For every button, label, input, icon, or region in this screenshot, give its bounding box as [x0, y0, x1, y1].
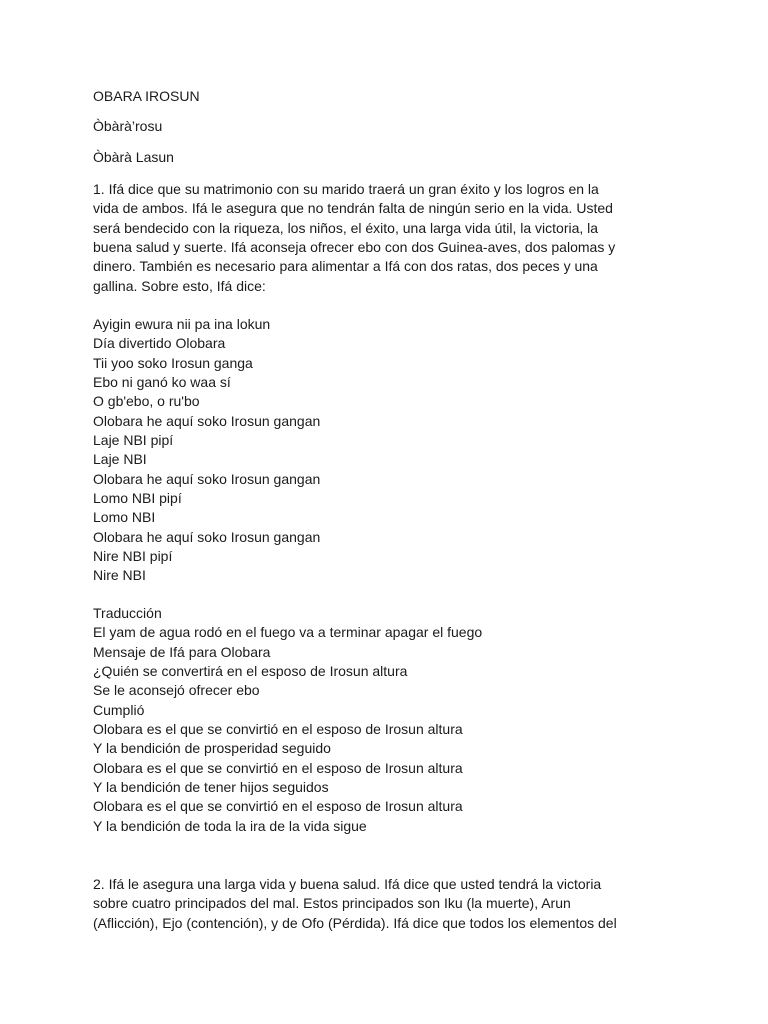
verse-line: Nire NBI	[93, 567, 146, 584]
document-title: OBARA IROSUN	[93, 88, 200, 104]
translation-heading: Traducción	[93, 605, 162, 621]
alt-name-block	[93, 117, 753, 136]
verse-line: Nire NBI pipí	[93, 548, 173, 565]
verse-line: Ayigin ewura nii pa ina lokun	[93, 316, 271, 332]
alt-name: Òbàrà’rosu	[93, 118, 163, 134]
alt-name-block	[93, 148, 753, 167]
paragraph-2	[93, 875, 753, 933]
translation-line: ¿Quién se convertirá en el esposo de Irosun altura	[93, 663, 408, 680]
verse-line: Día divertido Olobara	[93, 335, 226, 352]
translation-line: El yam de agua rodó en el fuego va a terminar apagar el fuego	[93, 624, 483, 641]
translation-line: Olobara es el que se convirtió en el esposo de Irosun altura	[93, 798, 463, 815]
paragraph-line: vida de ambos. Ifá le asegura que no tendrán falta de ningún serio en la vida. Usted	[93, 200, 613, 217]
paragraph-line: 2. Ifá le asegura una larga vida y buena salud. Ifá dice que usted tendrá la victoria	[93, 876, 602, 892]
translation-line: Cumplió	[93, 701, 145, 718]
verse-line: Tii yoo soko Irosun ganga	[93, 354, 253, 371]
paragraph-line: sobre cuatro principados del mal. Estos principados son Iku (la muerte), Arun	[93, 895, 571, 912]
translation	[93, 604, 753, 836]
verse-line: O gb'ebo, o ru'bo	[93, 393, 200, 410]
verse-line: Laje NBI pipí	[93, 432, 174, 449]
paragraph-line: buena salud y suerte. Ifá aconseja ofrecer ebo con dos Guinea-aves, dos palomas y	[93, 239, 616, 256]
translation-line: Olobara es el que se convirtió en el esposo de Irosun altura	[93, 759, 463, 776]
paragraph-line: 1. Ifá dice que su matrimonio con su marido traerá un gran éxito y los logros en la	[93, 181, 599, 197]
paragraph-line: dinero. También es necesario para alimentar a Ifá con dos ratas, dos peces y una	[93, 258, 598, 275]
document-title-block	[93, 87, 753, 106]
verse-line: Olobara he aquí soko Irosun gangan	[93, 470, 321, 487]
paragraph-line: gallina. Sobre esto, Ifá dice:	[93, 277, 266, 294]
translation-line: Mensaje de Ifá para Olobara	[93, 643, 271, 660]
translation-line: Olobara es el que se convirtió en el esposo de Irosun altura	[93, 721, 463, 738]
translation-line: Se le aconsejó ofrecer ebo	[93, 682, 260, 699]
verse-line: Olobara he aquí soko Irosun gangan	[93, 528, 321, 545]
verse-line: Lomo NBI	[93, 509, 156, 526]
paragraph-line: será bendecido con la riqueza, los niños, el éxito, una larga vida útil, la victoria, la	[93, 219, 599, 236]
translation-line: Y la bendición de tener hijos seguidos	[93, 779, 329, 796]
verse-line: Olobara he aquí soko Irosun gangan	[93, 412, 321, 429]
verse	[93, 315, 753, 586]
alt-name: Òbàrà Lasun	[93, 149, 174, 165]
paragraph-line: (Aflicción), Ejo (contención), y de Ofo (Pérdida). Ifá dice que todos los elementos del	[93, 914, 617, 931]
verse-line: Lomo NBI pipí	[93, 490, 182, 507]
verse-line: Laje NBI	[93, 451, 147, 468]
paragraph-1	[93, 180, 753, 296]
translation-line: Y la bendición de prosperidad seguido	[93, 740, 331, 757]
translation-line: Y la bendición de toda la ira de la vida sigue	[93, 817, 367, 834]
verse-line: Ebo ni ganó ko waa sí	[93, 374, 231, 391]
